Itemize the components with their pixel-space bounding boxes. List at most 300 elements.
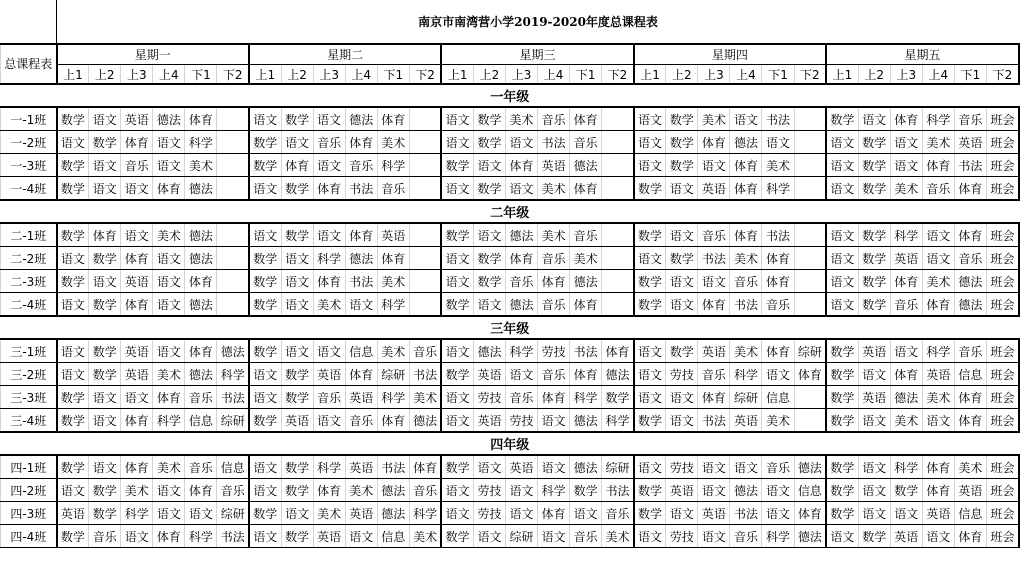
- lesson-cell: [602, 247, 634, 270]
- lesson-cell: 数学: [57, 223, 89, 247]
- lesson-cell: 美术: [153, 455, 185, 479]
- lesson-cell: 数学: [634, 177, 666, 201]
- lesson-cell: 书法: [409, 363, 441, 386]
- lesson-cell: 美术: [762, 409, 794, 433]
- lesson-cell: 班会: [986, 363, 1019, 386]
- lesson-cell: 语文: [698, 154, 730, 177]
- lesson-cell: 数学: [89, 363, 121, 386]
- lesson-cell: 音乐: [954, 247, 986, 270]
- lesson-cell: 德法: [185, 247, 217, 270]
- lesson-cell: 书法: [730, 502, 762, 525]
- lesson-cell: 体育: [890, 363, 922, 386]
- lesson-cell: 数学: [473, 177, 505, 201]
- lesson-cell: 语文: [505, 177, 537, 201]
- lesson-cell: 体育: [922, 293, 954, 317]
- lesson-cell: [602, 293, 634, 317]
- lesson-cell: 语文: [121, 525, 153, 548]
- class-row: [1, 293, 1020, 317]
- lesson-cell: 语文: [538, 525, 570, 548]
- lesson-cell: 美术: [377, 270, 409, 293]
- lesson-cell: 英语: [698, 339, 730, 363]
- lesson-cell: 体育: [954, 223, 986, 247]
- lesson-cell: 美术: [121, 479, 153, 502]
- class-name: 三-2班: [1, 363, 57, 386]
- lesson-cell: 书法: [217, 386, 249, 409]
- lesson-cell: 美术: [538, 223, 570, 247]
- lesson-cell: 语文: [826, 270, 858, 293]
- lesson-cell: 音乐: [345, 409, 377, 433]
- period-header: 上2: [473, 65, 505, 85]
- lesson-cell: 数学: [602, 386, 634, 409]
- period-header: 上4: [345, 65, 377, 85]
- lesson-cell: 体育: [698, 386, 730, 409]
- lesson-cell: 信息: [185, 409, 217, 433]
- lesson-cell: 英语: [313, 525, 345, 548]
- lesson-cell: 语文: [762, 363, 794, 386]
- lesson-cell: 音乐: [762, 455, 794, 479]
- lesson-cell: 语文: [698, 455, 730, 479]
- lesson-cell: 语文: [313, 107, 345, 131]
- lesson-cell: 体育: [922, 479, 954, 502]
- lesson-cell: [794, 131, 826, 154]
- lesson-cell: 语文: [57, 247, 89, 270]
- lesson-cell: 劳技: [473, 479, 505, 502]
- lesson-cell: 体育: [922, 455, 954, 479]
- lesson-cell: 英语: [377, 223, 409, 247]
- lesson-cell: 数学: [473, 107, 505, 131]
- lesson-cell: 信息: [377, 525, 409, 548]
- lesson-cell: 语文: [666, 409, 698, 433]
- lesson-cell: 语文: [826, 223, 858, 247]
- lesson-cell: 数学: [634, 479, 666, 502]
- lesson-cell: 数学: [634, 223, 666, 247]
- lesson-cell: 英语: [473, 409, 505, 433]
- lesson-cell: 语文: [922, 525, 954, 548]
- class-name: 一-4班: [1, 177, 57, 201]
- lesson-cell: 科学: [153, 409, 185, 433]
- lesson-cell: 信息: [217, 455, 249, 479]
- lesson-cell: 语文: [281, 131, 313, 154]
- lesson-cell: 英语: [121, 363, 153, 386]
- lesson-cell: 体育: [121, 293, 153, 317]
- lesson-cell: 德法: [185, 363, 217, 386]
- lesson-cell: 体育: [730, 223, 762, 247]
- lesson-cell: 语文: [826, 293, 858, 317]
- lesson-cell: 体育: [538, 270, 570, 293]
- class-name: 二-4班: [1, 293, 57, 317]
- lesson-cell: 英语: [121, 107, 153, 131]
- lesson-cell: 语文: [57, 339, 89, 363]
- lesson-cell: 英语: [57, 502, 89, 525]
- lesson-cell: 音乐: [89, 525, 121, 548]
- lesson-cell: 数学: [441, 525, 473, 548]
- lesson-cell: 数学: [666, 107, 698, 131]
- lesson-cell: 体育: [538, 386, 570, 409]
- lesson-cell: 体育: [794, 502, 826, 525]
- lesson-cell: 数学: [249, 502, 281, 525]
- lesson-cell: 语文: [538, 409, 570, 433]
- period-header: 下2: [794, 65, 826, 85]
- lesson-cell: 语文: [698, 479, 730, 502]
- lesson-cell: 语文: [441, 339, 473, 363]
- lesson-cell: 音乐: [890, 293, 922, 317]
- class-row: [1, 386, 1020, 409]
- lesson-cell: 体育: [313, 177, 345, 201]
- lesson-cell: 美术: [730, 339, 762, 363]
- lesson-cell: 班会: [986, 479, 1019, 502]
- lesson-cell: 英语: [281, 409, 313, 433]
- period-header: 上3: [505, 65, 537, 85]
- lesson-cell: 美术: [698, 107, 730, 131]
- lesson-cell: 语文: [153, 339, 185, 363]
- lesson-cell: 语文: [89, 154, 121, 177]
- lesson-cell: 体育: [345, 363, 377, 386]
- class-name: 一-3班: [1, 154, 57, 177]
- lesson-cell: 美术: [922, 386, 954, 409]
- lesson-cell: 体育: [954, 386, 986, 409]
- period-header: 下1: [185, 65, 217, 85]
- lesson-cell: 数学: [249, 339, 281, 363]
- lesson-cell: 美术: [345, 479, 377, 502]
- lesson-cell: 体育: [730, 154, 762, 177]
- lesson-cell: 信息: [954, 502, 986, 525]
- lesson-cell: 体育: [698, 293, 730, 317]
- class-row: [1, 107, 1020, 131]
- lesson-cell: 科学: [121, 502, 153, 525]
- lesson-cell: 语文: [153, 154, 185, 177]
- class-row: [1, 270, 1020, 293]
- lesson-cell: 科学: [762, 177, 794, 201]
- lesson-cell: 数学: [281, 107, 313, 131]
- lesson-cell: 语文: [730, 107, 762, 131]
- lesson-cell: 数学: [826, 502, 858, 525]
- lesson-cell: 美术: [185, 154, 217, 177]
- lesson-cell: 语文: [249, 177, 281, 201]
- lesson-cell: 数学: [858, 270, 890, 293]
- lesson-cell: 体育: [281, 154, 313, 177]
- lesson-cell: 数学: [473, 270, 505, 293]
- lesson-cell: 体育: [185, 339, 217, 363]
- lesson-cell: 数学: [858, 154, 890, 177]
- class-name: 二-1班: [1, 223, 57, 247]
- lesson-cell: 数学: [57, 525, 89, 548]
- lesson-cell: 音乐: [505, 270, 537, 293]
- lesson-cell: 数学: [634, 409, 666, 433]
- class-row: [1, 223, 1020, 247]
- period-header: 下1: [762, 65, 794, 85]
- lesson-cell: 体育: [409, 455, 441, 479]
- lesson-cell: 语文: [345, 525, 377, 548]
- lesson-cell: 英语: [858, 386, 890, 409]
- lesson-cell: 体育: [570, 177, 602, 201]
- lesson-cell: 体育: [121, 455, 153, 479]
- lesson-cell: 数学: [57, 270, 89, 293]
- lesson-cell: 德法: [570, 270, 602, 293]
- period-header: 上3: [698, 65, 730, 85]
- lesson-cell: 音乐: [377, 177, 409, 201]
- lesson-cell: 书法: [538, 131, 570, 154]
- lesson-cell: 美术: [153, 363, 185, 386]
- lesson-cell: 科学: [505, 339, 537, 363]
- lesson-cell: 数学: [281, 363, 313, 386]
- grade-label: 三年级: [1, 316, 1020, 339]
- lesson-cell: 美术: [954, 455, 986, 479]
- lesson-cell: 语文: [634, 154, 666, 177]
- lesson-cell: 语文: [826, 177, 858, 201]
- lesson-cell: 德法: [954, 293, 986, 317]
- lesson-cell: [602, 270, 634, 293]
- period-header: 上1: [249, 65, 281, 85]
- lesson-cell: 体育: [570, 363, 602, 386]
- class-name: 四-2班: [1, 479, 57, 502]
- lesson-cell: 数学: [57, 455, 89, 479]
- lesson-cell: 综研: [505, 525, 537, 548]
- lesson-cell: 德法: [473, 339, 505, 363]
- period-header: 上3: [313, 65, 345, 85]
- lesson-cell: 英语: [473, 363, 505, 386]
- lesson-cell: 数学: [441, 293, 473, 317]
- period-header: 上3: [121, 65, 153, 85]
- lesson-cell: 德法: [153, 107, 185, 131]
- lesson-cell: 数学: [826, 107, 858, 131]
- lesson-cell: [409, 223, 441, 247]
- lesson-cell: 语文: [666, 177, 698, 201]
- class-row: [1, 177, 1020, 201]
- lesson-cell: 英语: [890, 247, 922, 270]
- lesson-cell: 美术: [922, 131, 954, 154]
- lesson-cell: 数学: [858, 223, 890, 247]
- lesson-cell: 美术: [409, 386, 441, 409]
- class-name: 二-3班: [1, 270, 57, 293]
- lesson-cell: 语文: [441, 386, 473, 409]
- lesson-cell: 语文: [666, 223, 698, 247]
- period-header: 上2: [89, 65, 121, 85]
- lesson-cell: 英语: [922, 502, 954, 525]
- lesson-cell: 数学: [826, 409, 858, 433]
- lesson-cell: 数学: [281, 479, 313, 502]
- lesson-cell: 科学: [377, 154, 409, 177]
- lesson-cell: 音乐: [345, 154, 377, 177]
- lesson-cell: 音乐: [217, 479, 249, 502]
- lesson-cell: 语文: [570, 502, 602, 525]
- lesson-cell: 科学: [377, 386, 409, 409]
- lesson-cell: 语文: [281, 270, 313, 293]
- class-row: [1, 455, 1020, 479]
- lesson-cell: 数学: [473, 247, 505, 270]
- period-header: 上1: [441, 65, 473, 85]
- period-header: 上4: [153, 65, 185, 85]
- lesson-cell: 德法: [345, 247, 377, 270]
- lesson-cell: 科学: [313, 247, 345, 270]
- lesson-cell: [409, 107, 441, 131]
- lesson-cell: 美术: [602, 525, 634, 548]
- lesson-cell: 数学: [281, 223, 313, 247]
- lesson-cell: [409, 293, 441, 317]
- lesson-cell: 科学: [538, 479, 570, 502]
- lesson-cell: 语文: [666, 270, 698, 293]
- lesson-cell: 音乐: [505, 386, 537, 409]
- lesson-cell: 体育: [185, 270, 217, 293]
- lesson-cell: 语文: [441, 107, 473, 131]
- lesson-cell: 语文: [441, 177, 473, 201]
- lesson-cell: 数学: [57, 154, 89, 177]
- lesson-cell: 语文: [441, 270, 473, 293]
- lesson-cell: 科学: [217, 363, 249, 386]
- grade-label: 二年级: [1, 200, 1020, 223]
- lesson-cell: [794, 270, 826, 293]
- lesson-cell: 语文: [153, 131, 185, 154]
- lesson-cell: 科学: [922, 339, 954, 363]
- lesson-cell: 数学: [249, 131, 281, 154]
- lesson-cell: 语文: [698, 525, 730, 548]
- lesson-cell: 体育: [570, 293, 602, 317]
- lesson-cell: [794, 409, 826, 433]
- lesson-cell: 语文: [634, 107, 666, 131]
- lesson-cell: 书法: [730, 293, 762, 317]
- period-header: 上3: [890, 65, 922, 85]
- class-name: 四-3班: [1, 502, 57, 525]
- lesson-cell: 书法: [762, 223, 794, 247]
- lesson-cell: 信息: [954, 363, 986, 386]
- lesson-cell: 音乐: [922, 177, 954, 201]
- lesson-cell: 数学: [441, 154, 473, 177]
- lesson-cell: [409, 131, 441, 154]
- lesson-cell: 语文: [153, 479, 185, 502]
- grade-label: 四年级: [1, 432, 1020, 455]
- lesson-cell: 语文: [313, 223, 345, 247]
- lesson-cell: 德法: [185, 293, 217, 317]
- lesson-cell: 语文: [890, 502, 922, 525]
- lesson-cell: 班会: [986, 293, 1019, 317]
- lesson-cell: 书法: [698, 247, 730, 270]
- lesson-cell: 数学: [858, 293, 890, 317]
- lesson-cell: 数学: [89, 247, 121, 270]
- lesson-cell: 科学: [922, 107, 954, 131]
- lesson-cell: 音乐: [954, 339, 986, 363]
- lesson-cell: 音乐: [313, 131, 345, 154]
- weekday-header: 星期五: [826, 44, 1019, 65]
- lesson-cell: 语文: [922, 247, 954, 270]
- lesson-cell: [409, 154, 441, 177]
- lesson-cell: 书法: [762, 107, 794, 131]
- lesson-cell: 语文: [313, 409, 345, 433]
- lesson-cell: 语文: [634, 131, 666, 154]
- lesson-cell: 语文: [890, 131, 922, 154]
- lesson-cell: 语文: [185, 502, 217, 525]
- lesson-cell: 书法: [570, 339, 602, 363]
- lesson-cell: 书法: [954, 154, 986, 177]
- lesson-cell: 语文: [249, 386, 281, 409]
- class-name: 三-3班: [1, 386, 57, 409]
- lesson-cell: 美术: [890, 177, 922, 201]
- lesson-cell: 数学: [57, 386, 89, 409]
- lesson-cell: 音乐: [730, 270, 762, 293]
- lesson-cell: 美术: [890, 409, 922, 433]
- class-row: [1, 502, 1020, 525]
- lesson-cell: [217, 177, 249, 201]
- lesson-cell: 体育: [538, 502, 570, 525]
- lesson-cell: 体育: [954, 409, 986, 433]
- lesson-cell: 科学: [602, 409, 634, 433]
- lesson-cell: 美术: [313, 502, 345, 525]
- period-header: 上2: [666, 65, 698, 85]
- lesson-cell: 音乐: [570, 525, 602, 548]
- lesson-cell: 数学: [666, 131, 698, 154]
- lesson-cell: 语文: [473, 525, 505, 548]
- lesson-cell: 英语: [121, 339, 153, 363]
- lesson-cell: 语文: [57, 363, 89, 386]
- lesson-cell: 班会: [986, 409, 1019, 433]
- lesson-cell: 语文: [345, 293, 377, 317]
- lesson-cell: 数学: [249, 409, 281, 433]
- lesson-cell: 美术: [313, 293, 345, 317]
- lesson-cell: 语文: [441, 409, 473, 433]
- lesson-cell: 语文: [473, 293, 505, 317]
- lesson-cell: 德法: [377, 502, 409, 525]
- lesson-cell: 语文: [826, 247, 858, 270]
- lesson-cell: 数学: [57, 409, 89, 433]
- lesson-cell: 班会: [986, 247, 1019, 270]
- lesson-cell: 语文: [249, 107, 281, 131]
- lesson-cell: [409, 177, 441, 201]
- lesson-cell: 音乐: [538, 363, 570, 386]
- lesson-cell: 英语: [890, 525, 922, 548]
- grade-header-row: [1, 432, 1020, 455]
- lesson-cell: 美术: [505, 107, 537, 131]
- lesson-cell: 语文: [826, 154, 858, 177]
- lesson-cell: 语文: [634, 339, 666, 363]
- lesson-cell: 美术: [409, 525, 441, 548]
- lesson-cell: 数学: [89, 479, 121, 502]
- lesson-cell: 科学: [762, 525, 794, 548]
- lesson-cell: 英语: [698, 177, 730, 201]
- lesson-cell: 语文: [281, 293, 313, 317]
- lesson-cell: 语文: [730, 455, 762, 479]
- lesson-cell: 书法: [377, 455, 409, 479]
- lesson-cell: 综研: [377, 363, 409, 386]
- lesson-cell: 数学: [858, 131, 890, 154]
- lesson-cell: 语文: [441, 479, 473, 502]
- lesson-cell: 语文: [505, 479, 537, 502]
- class-name: 三-4班: [1, 409, 57, 433]
- grade-header-row: [1, 316, 1020, 339]
- lesson-cell: 班会: [986, 339, 1019, 363]
- weekday-header: 星期三: [441, 44, 633, 65]
- lesson-cell: 语文: [634, 386, 666, 409]
- lesson-cell: 语文: [922, 409, 954, 433]
- class-row: [1, 247, 1020, 270]
- lesson-cell: 语文: [858, 363, 890, 386]
- grade-header-row: [1, 200, 1020, 223]
- lesson-cell: 语文: [249, 479, 281, 502]
- title-row: [1, 0, 1020, 44]
- period-header: 上4: [538, 65, 570, 85]
- lesson-cell: 音乐: [762, 293, 794, 317]
- lesson-cell: 语文: [858, 455, 890, 479]
- lesson-cell: 英语: [121, 270, 153, 293]
- lesson-cell: 音乐: [954, 107, 986, 131]
- period-header: 上1: [57, 65, 89, 85]
- lesson-cell: 数学: [57, 177, 89, 201]
- class-row: [1, 339, 1020, 363]
- lesson-cell: 数学: [441, 363, 473, 386]
- lesson-cell: 数学: [826, 363, 858, 386]
- period-header: 上1: [826, 65, 858, 85]
- lesson-cell: [602, 154, 634, 177]
- lesson-cell: 英语: [954, 479, 986, 502]
- lesson-cell: 体育: [121, 131, 153, 154]
- lesson-cell: 班会: [986, 107, 1019, 131]
